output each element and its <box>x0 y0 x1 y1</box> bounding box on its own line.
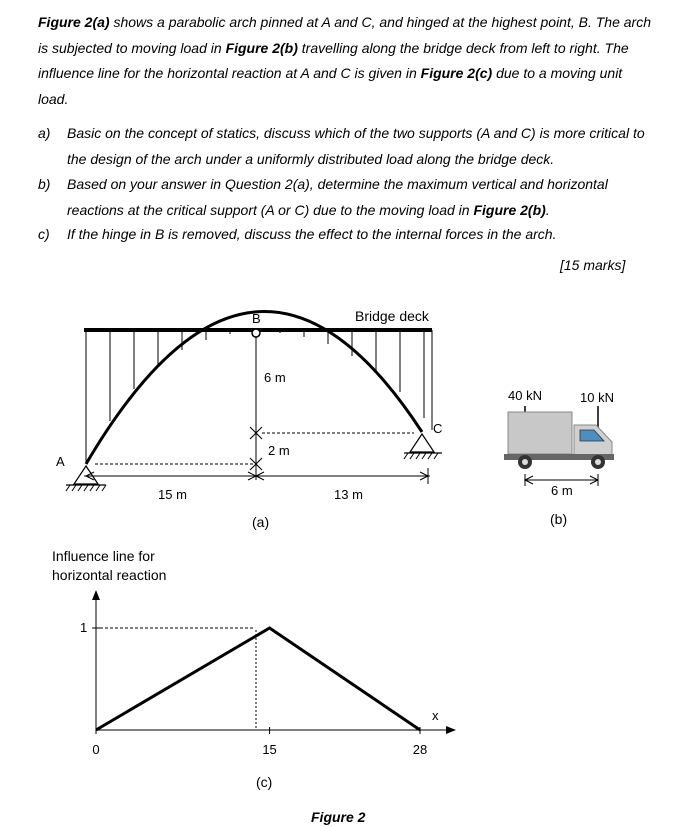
question-a-text: Basic on the concept of statics, discuss which of the two supports (A and C) is more critical to the design of the arch under a uniformly distributed load along the bridge deck. <box>67 125 645 167</box>
dim-13m: 13 m <box>334 487 363 502</box>
il-y-tick-label: 1 <box>80 620 88 635</box>
il-line <box>96 628 420 730</box>
figure-2a <box>56 308 442 530</box>
caption-a: (a) <box>252 514 270 530</box>
caption-b: (b) <box>550 511 568 527</box>
label-b: B <box>252 311 261 326</box>
il-title-line2: horizontal reaction <box>52 567 167 583</box>
figure-2b <box>504 388 614 527</box>
hinge-b <box>252 329 260 337</box>
il-title-line1: Influence line for <box>52 548 155 564</box>
fig2b-ref: Figure 2(b) <box>225 39 298 56</box>
question-c-text: If the hinge in B is removed, discuss the effect to the internal forces in the arch. <box>67 226 557 242</box>
question-b-end: . <box>545 201 550 218</box>
figure-2c <box>52 548 456 790</box>
truck-spacing-label: 6 m <box>551 483 573 498</box>
intro-text-3: due to a moving unit load. <box>38 65 623 107</box>
il-x-arrowhead <box>446 726 456 734</box>
question-c-label: c) <box>38 226 50 242</box>
load-40kn: 40 kN <box>508 388 542 403</box>
question-b-figref: Figure 2(b) <box>473 201 546 218</box>
il-x-tick-label-15: 15 <box>262 742 277 757</box>
load-10kn: 10 kN <box>580 390 614 405</box>
label-a: A <box>56 454 65 469</box>
question-a-label: a) <box>38 125 51 141</box>
il-y-arrowhead <box>92 590 100 600</box>
fig2c-ref: Figure 2(c) <box>420 65 493 81</box>
intro-text-1: shows a parabolic arch pinned at A and C, and hinged at the highest point, B. The arch is subjected to moving load in <box>38 14 651 56</box>
caption-c: (c) <box>256 774 273 790</box>
support-a <box>66 466 106 491</box>
intro-text-2: travelling along the bridge deck from left to right. The influence line for the horizontal reaction at A and C is given in <box>38 39 629 81</box>
support-c <box>404 434 442 459</box>
dim-15m: 15 m <box>158 487 187 502</box>
marks-label: [15 marks] <box>560 257 626 273</box>
label-c: C <box>433 421 443 436</box>
il-x-ticks <box>92 727 427 757</box>
figure-caption: Figure 2 <box>311 809 366 825</box>
question-b-label: b) <box>38 176 51 192</box>
deck-hangers <box>86 330 432 462</box>
question-b-text: Based on your answer in Question 2(a), determine the maximum vertical and horizontal reactions at the critical support (A or C) due to the moving load in <box>67 176 608 218</box>
dim-2m: 2 m <box>268 443 290 458</box>
il-x-tick-label-28: 28 <box>412 742 428 757</box>
il-x-label: x <box>432 708 439 723</box>
dim-6m: 6 m <box>264 370 286 385</box>
bridge-deck-label: Bridge deck <box>355 308 429 324</box>
il-x-tick-label-0: 0 <box>92 742 100 757</box>
fig2a-ref: Figure 2(a) <box>38 14 110 30</box>
